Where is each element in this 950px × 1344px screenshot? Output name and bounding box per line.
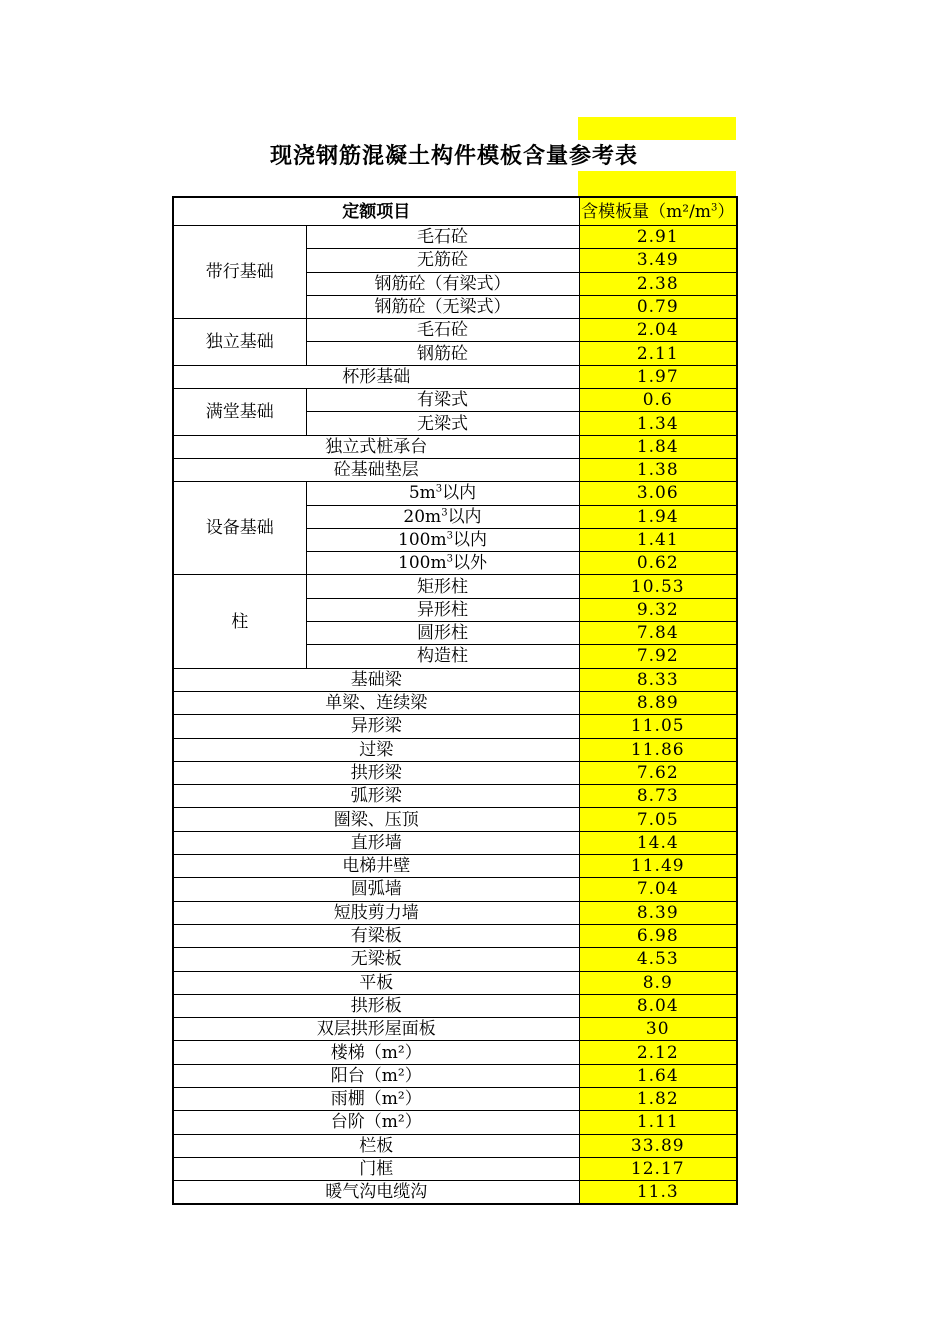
item-name: 双层拱形屋面板 bbox=[173, 1018, 579, 1041]
item-name: 有梁式 bbox=[306, 389, 579, 412]
header-row bbox=[173, 197, 737, 226]
item-value: 1.82 bbox=[579, 1087, 737, 1110]
item-value: 7.84 bbox=[579, 622, 737, 645]
item-value: 0.79 bbox=[579, 295, 737, 318]
item-name: 无筋砼 bbox=[306, 249, 579, 272]
item-name: 圆弧墙 bbox=[173, 878, 579, 901]
item-value: 1.84 bbox=[579, 435, 737, 458]
item-name: 无梁板 bbox=[173, 948, 579, 971]
table-row bbox=[173, 994, 737, 1017]
item-name: 拱形梁 bbox=[173, 761, 579, 784]
item-name: 毛石砼 bbox=[306, 226, 579, 249]
item-value: 0.62 bbox=[579, 552, 737, 575]
table-row bbox=[173, 319, 737, 342]
item-value: 8.39 bbox=[579, 901, 737, 924]
item-value: 8.73 bbox=[579, 785, 737, 808]
item-value: 8.89 bbox=[579, 691, 737, 714]
item-value: 0.6 bbox=[579, 389, 737, 412]
page-title: 现浇钢筋混凝土构件模板含量参考表 bbox=[269, 144, 638, 169]
item-name: 门框 bbox=[173, 1157, 579, 1180]
item-value: 1.94 bbox=[579, 505, 737, 528]
table-row bbox=[173, 831, 737, 854]
table-row bbox=[173, 808, 737, 831]
header-value: 含模板量$(m^2/m^3)$ bbox=[579, 197, 737, 226]
item-value: 2.12 bbox=[579, 1041, 737, 1064]
item-name: 拱形板 bbox=[173, 994, 579, 1017]
table-row bbox=[173, 901, 737, 924]
group-label: 满堂基础 bbox=[173, 389, 306, 436]
table-row bbox=[173, 715, 737, 738]
table-row bbox=[173, 1041, 737, 1064]
table-row bbox=[173, 691, 737, 714]
item-name: 短肢剪力墙 bbox=[173, 901, 579, 924]
item-value: 7.05 bbox=[579, 808, 737, 831]
table-row bbox=[173, 1134, 737, 1157]
item-value: 11.86 bbox=[579, 738, 737, 761]
table-row bbox=[173, 1064, 737, 1087]
item-value: 8.04 bbox=[579, 994, 737, 1017]
item-value: 7.62 bbox=[579, 761, 737, 784]
item-name: 基础梁 bbox=[173, 668, 579, 691]
item-name: 直形墙 bbox=[173, 831, 579, 854]
table-row bbox=[173, 948, 737, 971]
table-row bbox=[173, 1181, 737, 1205]
highlight-bar-top bbox=[578, 117, 736, 140]
item-name: 楼梯（m²） bbox=[173, 1041, 579, 1064]
item-value: 1.64 bbox=[579, 1064, 737, 1087]
item-value: 2.38 bbox=[579, 272, 737, 295]
table-row bbox=[173, 435, 737, 458]
table-row bbox=[173, 785, 737, 808]
item-name: 弧形梁 bbox=[173, 785, 579, 808]
table-row bbox=[173, 1087, 737, 1110]
table-row bbox=[173, 761, 737, 784]
table-row bbox=[173, 878, 737, 901]
highlight-bar-mid bbox=[578, 171, 736, 196]
table-row bbox=[173, 971, 737, 994]
item-name: 钢筋砼 bbox=[306, 342, 579, 365]
item-name: 台阶（m²） bbox=[173, 1111, 579, 1134]
item-name: 异形梁 bbox=[173, 715, 579, 738]
table-row bbox=[173, 389, 737, 412]
formwork-table bbox=[172, 196, 738, 1205]
item-name: 栏板 bbox=[173, 1134, 579, 1157]
item-name: 矩形柱 bbox=[306, 575, 579, 598]
item-name: $100m^3$以内 bbox=[306, 528, 579, 551]
table-row bbox=[173, 855, 737, 878]
item-name: 独立式桩承台 bbox=[173, 435, 579, 458]
item-name: 钢筋砼（无梁式） bbox=[306, 295, 579, 318]
group-label: 设备基础 bbox=[173, 482, 306, 575]
item-name: 异形柱 bbox=[306, 598, 579, 621]
item-value: 10.53 bbox=[579, 575, 737, 598]
item-name: 构造柱 bbox=[306, 645, 579, 668]
item-value: 3.49 bbox=[579, 249, 737, 272]
item-value: 1.34 bbox=[579, 412, 737, 435]
item-name: $20m^3$以内 bbox=[306, 505, 579, 528]
group-label: 柱 bbox=[173, 575, 306, 668]
item-value: 33.89 bbox=[579, 1134, 737, 1157]
table-row bbox=[173, 226, 737, 249]
item-value: 4.53 bbox=[579, 948, 737, 971]
item-name: 电梯井壁 bbox=[173, 855, 579, 878]
item-name: 砼基础垫层 bbox=[173, 458, 579, 481]
table-row bbox=[173, 575, 737, 598]
table-row bbox=[173, 482, 737, 505]
table-row bbox=[173, 1018, 737, 1041]
item-value: 6.98 bbox=[579, 924, 737, 947]
item-value: 3.06 bbox=[579, 482, 737, 505]
item-value: 12.17 bbox=[579, 1157, 737, 1180]
item-value: 11.3 bbox=[579, 1181, 737, 1205]
item-value: 11.05 bbox=[579, 715, 737, 738]
item-name: 钢筋砼（有梁式） bbox=[306, 272, 579, 295]
item-value: 2.11 bbox=[579, 342, 737, 365]
table-row bbox=[173, 668, 737, 691]
item-name: 圆形柱 bbox=[306, 622, 579, 645]
item-name: 阳台（m²） bbox=[173, 1064, 579, 1087]
group-label: 独立基础 bbox=[173, 319, 306, 366]
item-value: 2.91 bbox=[579, 226, 737, 249]
item-name: 雨棚（m²） bbox=[173, 1087, 579, 1110]
item-value: 1.97 bbox=[579, 365, 737, 388]
table-row bbox=[173, 1157, 737, 1180]
item-name: $5m^3$以内 bbox=[306, 482, 579, 505]
item-name: 过梁 bbox=[173, 738, 579, 761]
item-value: 8.9 bbox=[579, 971, 737, 994]
item-value: 2.04 bbox=[579, 319, 737, 342]
item-name: 平板 bbox=[173, 971, 579, 994]
item-name: 暖气沟电缆沟 bbox=[173, 1181, 579, 1205]
item-value: 7.92 bbox=[579, 645, 737, 668]
item-name: $100m^3$以外 bbox=[306, 552, 579, 575]
table-row bbox=[173, 365, 737, 388]
item-value: 30 bbox=[579, 1018, 737, 1041]
table-row bbox=[173, 1111, 737, 1134]
item-name: 圈梁、压顶 bbox=[173, 808, 579, 831]
item-value: 14.4 bbox=[579, 831, 737, 854]
table-row bbox=[173, 458, 737, 481]
item-name: 单梁、连续梁 bbox=[173, 691, 579, 714]
item-value: 1.41 bbox=[579, 528, 737, 551]
group-label: 带行基础 bbox=[173, 226, 306, 319]
item-name: 有梁板 bbox=[173, 924, 579, 947]
item-name: 毛石砼 bbox=[306, 319, 579, 342]
item-value: 9.32 bbox=[579, 598, 737, 621]
item-name: 杯形基础 bbox=[173, 365, 579, 388]
table-row bbox=[173, 738, 737, 761]
table-row bbox=[173, 924, 737, 947]
item-value: 7.04 bbox=[579, 878, 737, 901]
item-name: 无梁式 bbox=[306, 412, 579, 435]
item-value: 1.11 bbox=[579, 1111, 737, 1134]
header-item: 定额项目 bbox=[173, 197, 579, 226]
item-value: 1.38 bbox=[579, 458, 737, 481]
item-value: 11.49 bbox=[579, 855, 737, 878]
item-value: 8.33 bbox=[579, 668, 737, 691]
